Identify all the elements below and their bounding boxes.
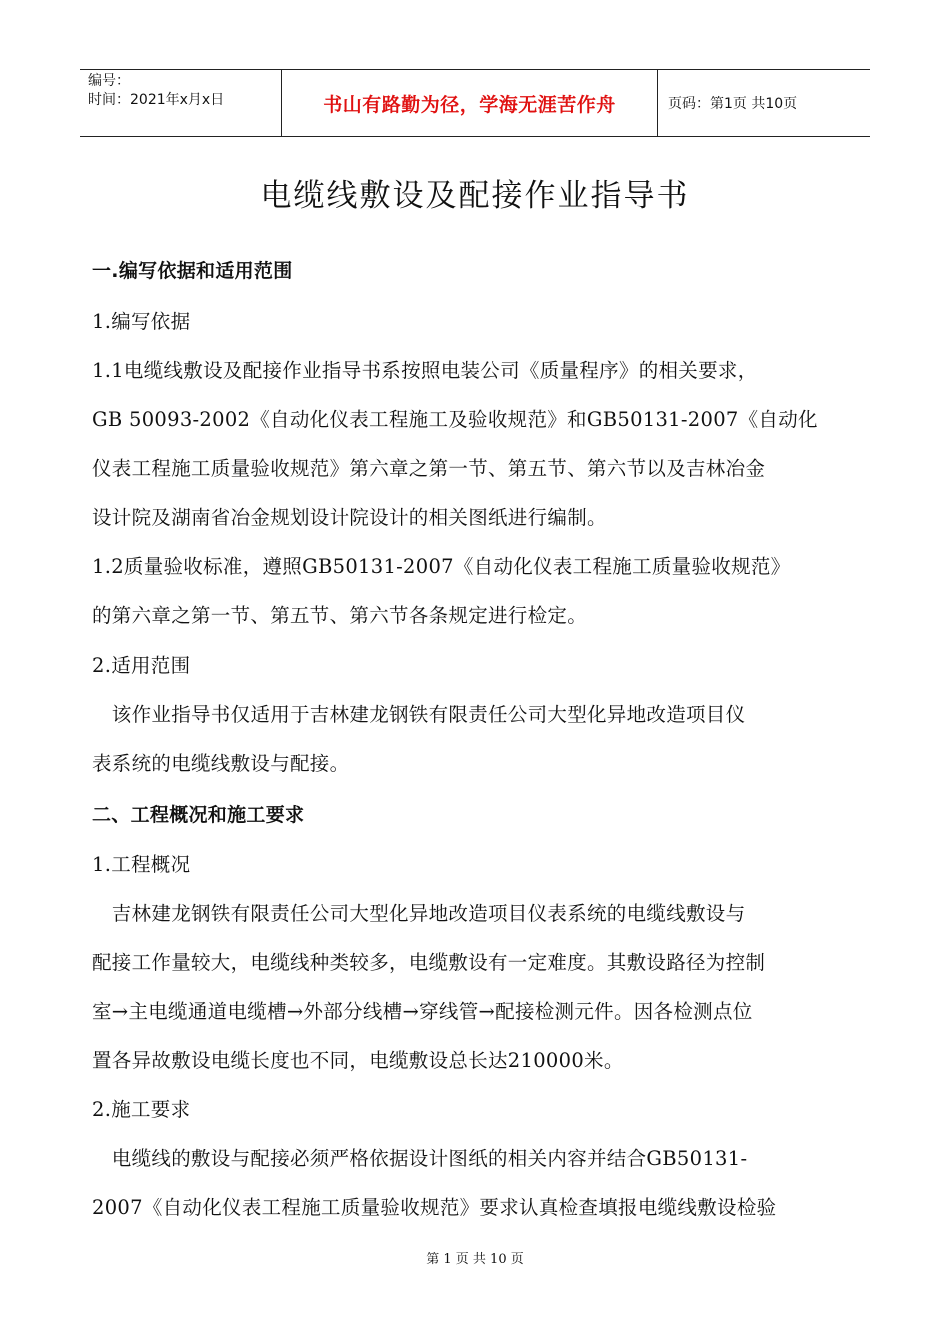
paragraph-line: 仪表工程施工质量验收规范》第六章之第一节、第五节、第六节以及吉林冶金 (92, 457, 766, 480)
page-header (80, 69, 870, 137)
paragraph-line: 的第六章之第一节、第五节、第六节各条规定进行检定。 (92, 604, 588, 627)
header-page-number: 页码：第1页 共10页 (668, 96, 798, 112)
header-code: 编号： (88, 73, 130, 89)
document-title: 电缆线敷设及配接作业指导书 (260, 178, 690, 214)
paragraph-line: 室→主电缆通道电缆槽→外部分线槽→穿线管→配接检测元件。因各检测点位 (92, 1000, 753, 1023)
paragraph-line: 2007《自动化仪表工程施工质量验收规范》要求认真检查填报电缆线敷设检验 (92, 1196, 777, 1219)
paragraph-line: 电缆线的敷设与配接必须严格依据设计图纸的相关内容并结合GB50131- (92, 1147, 748, 1170)
paragraph-line: 置各异故敷设电缆长度也不同，电缆敷设总长达210000米。 (92, 1049, 624, 1072)
paragraph-line: 表系统的电缆线敷设与配接。 (92, 752, 350, 775)
paragraph-line: 配接工作量较大，电缆线种类较多，电缆敷设有一定难度。其敷设路径为控制 (92, 951, 766, 974)
section-heading: 二、工程概况和施工要求 (92, 804, 305, 826)
page-footer: 第 1 页 共 10 页 (426, 1252, 524, 1267)
paragraph-line: 该作业指导书仅适用于吉林建龙钢铁有限责任公司大型化异地改造项目仪 (92, 703, 746, 726)
section-heading: 一.编写依据和适用范围 (92, 260, 293, 282)
subsection-heading: 1.编写依据 (92, 310, 191, 333)
subsection-heading: 2.适用范围 (92, 654, 191, 677)
header-motto: 书山有路勤为径，学海无涯苦作舟 (282, 70, 658, 136)
subsection-heading: 2.施工要求 (92, 1098, 191, 1121)
paragraph-line: 1.2质量验收标准，遵照GB50131-2007《自动化仪表工程施工质量验收规范》 (92, 555, 791, 578)
subsection-heading: 1.工程概况 (92, 853, 191, 876)
header-time: 时间：2021年x月x日 (88, 92, 225, 108)
paragraph-line: 1.1电缆线敷设及配接作业指导书系按照电装公司《质量程序》的相关要求， (92, 359, 758, 382)
paragraph-line: GB 50093-2002《自动化仪表工程施工及验收规范》和GB50131-2007《自动化 (92, 408, 818, 431)
paragraph-line: 吉林建龙钢铁有限责任公司大型化异地改造项目仪表系统的电缆线敷设与 (92, 902, 746, 925)
header-meta (80, 70, 282, 136)
paragraph-line: 设计院及湖南省冶金规划设计院设计的相关图纸进行编制。 (92, 506, 607, 529)
